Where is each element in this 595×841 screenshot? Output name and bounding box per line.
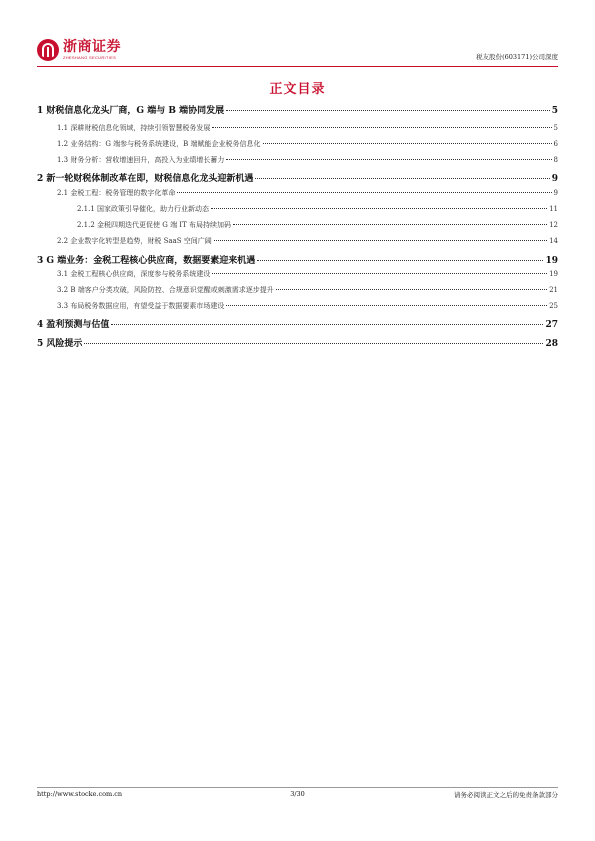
- logo-chinese-name: 浙商证券: [63, 39, 121, 55]
- toc-entry[interactable]: [37, 123, 558, 133]
- toc-entry-label: 2.1 金税工程：税务管理的数字化革命: [57, 189, 176, 197]
- company-logo: [37, 36, 121, 64]
- toc-entry-page: 25: [549, 302, 558, 310]
- toc-entry-page: 19: [549, 270, 558, 278]
- toc-entry-page: 28: [545, 339, 558, 349]
- toc-leader-dots: [111, 324, 543, 325]
- toc-entry-label: 4 盈利预测与估值: [37, 320, 110, 330]
- toc-entry-label: 5 风险提示: [37, 339, 83, 349]
- toc-leader-dots: [212, 273, 547, 274]
- toc-entry-label: 1.3 财务分析：营收增速回升，高投入为业绩增长蓄力: [57, 156, 225, 164]
- toc-leader-dots: [226, 110, 550, 111]
- toc-entry-label: 2.1.2 金税四期迭代更促使 G 端 IT 布局持续加码: [77, 221, 231, 229]
- toc-entry[interactable]: [37, 336, 558, 349]
- report-tag: 税友股份(603171)公司深度: [476, 53, 558, 61]
- toc-leader-dots: [211, 208, 547, 209]
- toc-entry[interactable]: [37, 253, 558, 266]
- toc-entry-page: 9: [553, 189, 558, 197]
- toc-entry[interactable]: [37, 220, 558, 230]
- toc-entry-label: 2 新一轮财税体制改革在即，财税信息化龙头迎新机遇: [37, 174, 254, 184]
- toc-entry-page: 14: [549, 237, 558, 245]
- toc-leader-dots: [212, 127, 551, 128]
- toc-entry-page: 8: [553, 156, 558, 164]
- toc-leader-dots: [257, 260, 543, 261]
- toc-entry-label: 2.2 企业数字化转型是趋势，财税 SaaS 空间广阔: [57, 237, 212, 245]
- toc-leader-dots: [214, 240, 547, 241]
- toc-entry[interactable]: [37, 188, 558, 198]
- logo-english-name: ZHESHANG SECURITIES: [63, 55, 117, 60]
- toc-leader-dots: [226, 305, 547, 306]
- toc-entry[interactable]: [37, 236, 558, 246]
- page-number: 3/30: [290, 790, 305, 798]
- toc-entry-label: 1 财税信息化龙头厂商，G 端与 B 端协同发展: [37, 106, 225, 116]
- toc-leader-dots: [263, 143, 552, 144]
- toc-entry-page: 11: [549, 205, 558, 213]
- toc-entry[interactable]: [37, 301, 558, 311]
- toc-leader-dots: [84, 343, 543, 344]
- toc-entry[interactable]: [37, 103, 558, 116]
- toc-entry-label: 3.3 布局税务数据应用，有望受益于数据要素市场建设: [57, 302, 225, 310]
- toc-entry-label: 1.1 深耕财税信息化领域，持续引领智慧税务发展: [57, 124, 211, 132]
- toc-entry-page: 12: [549, 221, 558, 229]
- toc-leader-dots: [276, 289, 547, 290]
- toc-entry-label: 3.1 金税工程核心供应商，深度参与税务系统建设: [57, 270, 211, 278]
- toc-leader-dots: [255, 178, 549, 179]
- toc-entry-page: 27: [545, 320, 558, 330]
- toc-entry[interactable]: [37, 155, 558, 165]
- footer-divider: [37, 787, 558, 788]
- toc-entry[interactable]: [37, 317, 558, 330]
- toc-entry-page: 6: [553, 140, 558, 148]
- toc-entry-page: 21: [549, 286, 558, 294]
- toc-leader-dots: [226, 159, 551, 160]
- website-link[interactable]: http://www.stocke.com.cn: [37, 790, 123, 798]
- page-header: [37, 36, 558, 66]
- toc-entry-label: 3 G 端业务：金税工程核心供应商，数据要素迎来机遇: [37, 256, 256, 266]
- toc-entry[interactable]: [37, 285, 558, 295]
- toc-entry[interactable]: [37, 204, 558, 214]
- logo-icon: [37, 39, 59, 61]
- header-divider: [37, 66, 558, 67]
- toc-entry-label: 3.2 B 端客户分类攻破，风险防控、合规意识觉醒或刺激需求逐步提升: [57, 286, 274, 294]
- toc-entry[interactable]: [37, 139, 558, 149]
- toc-entry-page: 19: [545, 256, 558, 266]
- toc-entry-page: 5: [551, 106, 558, 116]
- toc-entry-page: 9: [551, 174, 558, 184]
- toc-entry[interactable]: [37, 269, 558, 279]
- toc-leader-dots: [233, 224, 547, 225]
- toc-entry[interactable]: [37, 171, 558, 184]
- toc-entry-label: 2.1.1 国家政策引导催化，助力行业新动态: [77, 205, 210, 213]
- page-title: 正文目录: [269, 82, 326, 97]
- disclaimer-note: 请务必阅读正文之后的免责条款部分: [454, 791, 558, 799]
- toc-entry-label: 1.2 业务结构：G 端参与税务系统建设，B 端赋能企业税务信息化: [57, 140, 261, 148]
- toc-leader-dots: [177, 192, 551, 193]
- toc-entry-page: 5: [553, 124, 558, 132]
